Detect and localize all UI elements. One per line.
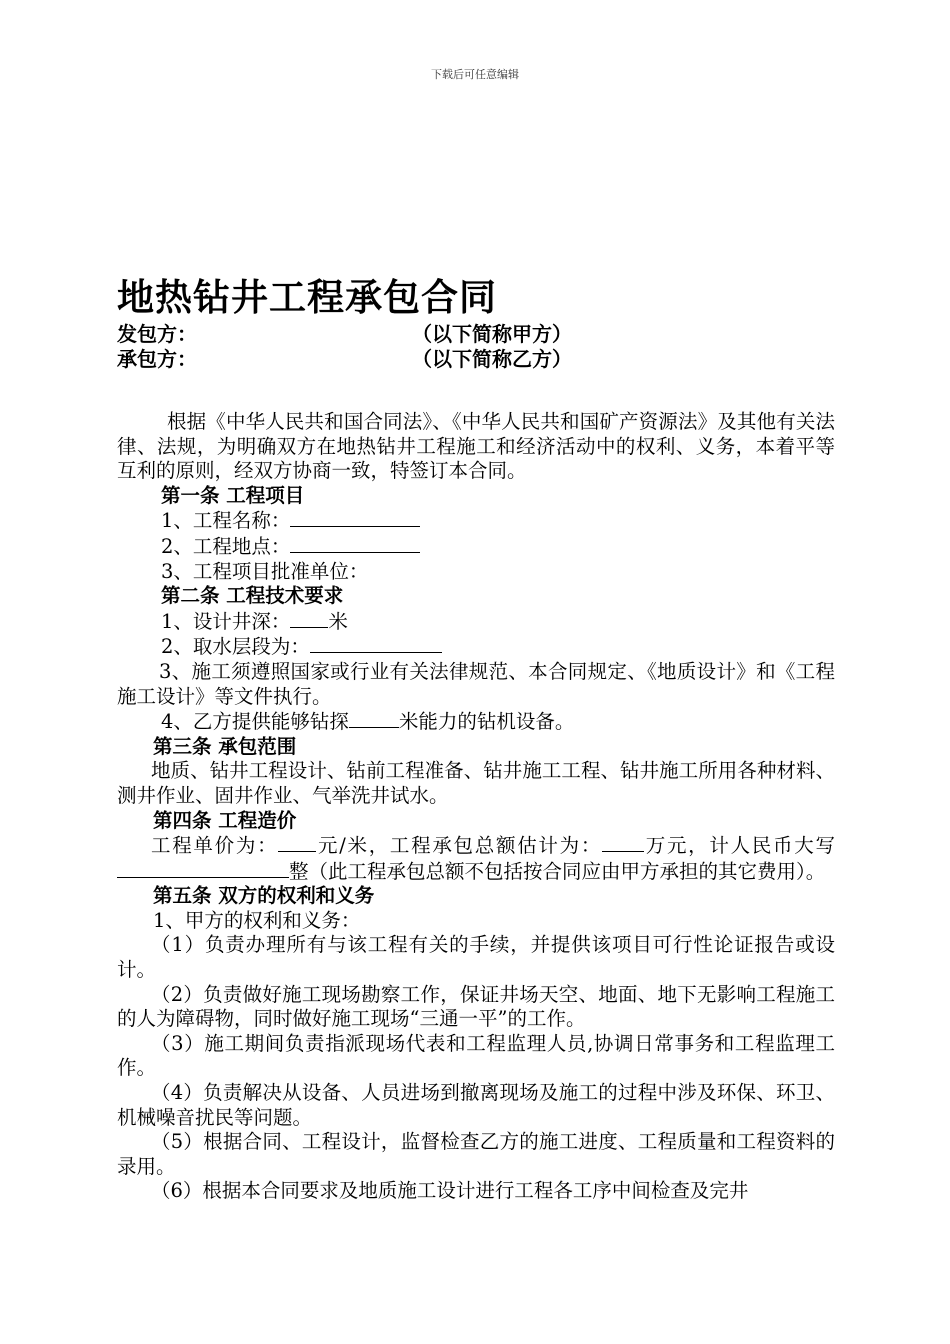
article-1-heading: 第一条 工程项目: [161, 483, 305, 507]
party-b-label: 承包方：: [117, 347, 197, 371]
contract-document: [117, 272, 835, 1204]
article-2-item-4: [117, 709, 835, 735]
spacer: [117, 372, 835, 410]
article-5-item: （1）负责办理所有与该工程有关的手续，并提供该项目可行性论证报告或设计。: [117, 933, 835, 982]
article-2-item-3: 3、施工须遵照国家或行业有关法律规范、本合同规定、《地质设计》和《工程施工设计》等文件执行。: [117, 659, 835, 708]
article-5-sub-1: 1、甲方的权利和义务：: [153, 908, 361, 932]
fill-blank: [290, 508, 420, 527]
fill-blank: [278, 833, 316, 852]
article-5-item: （3）施工期间负责指派现场代表和工程监理人员,协调日常事务和工程监理工作。: [117, 1031, 835, 1080]
article-5-item: （6）根据本合同要求及地质施工设计进行工程各工序中间检查及完井: [151, 1179, 749, 1203]
party-a-label: 发包方：: [117, 322, 197, 346]
article-3-body: 地质、钻井工程设计、钻前工程准备、钻井施工工程、钻井施工所用各种材料、测井作业、固井作业、气举洗井试水。: [117, 759, 835, 807]
body-text: 元/米，工程承包总额估计为：: [316, 834, 603, 858]
body-text: 工程单价为：: [151, 834, 279, 858]
article-1-item-1: [117, 508, 835, 534]
article-3-heading: 第三条 承包范围: [153, 734, 297, 758]
intro-paragraph: 根据《中华人民共和国合同法》、《中华人民共和国矿产资源法》及其他有关法律、法规，为明确双方在地热钻井工程施工和经济活动中的权利、义务，本着平等互利的原则，经双方协商一致，特签订本合同。: [117, 410, 835, 483]
article-2-item-2: [117, 634, 835, 660]
article-4-heading: 第四条 工程造价: [153, 808, 297, 832]
item-text: 1、工程名称：: [161, 509, 291, 533]
party-a-note: （以下简称甲方）: [412, 322, 572, 346]
article-2-heading: 第二条 工程技术要求: [161, 584, 344, 608]
party-b-line: [117, 347, 835, 372]
header-note: 下载后可任意编辑: [431, 68, 519, 81]
fill-blank: [117, 859, 289, 878]
item-text: 2、工程地点：: [161, 534, 291, 558]
article-2-item-1: [117, 609, 835, 635]
item-text: 4、乙方提供能够钻探: [161, 710, 349, 734]
body-text: 整（此工程承包总额不包括按合同应由甲方承担的其它费用）。: [289, 859, 826, 883]
article-5-item: （5）根据合同、工程设计，监督检查乙方的施工进度、工程质量和工程资料的录用。: [117, 1130, 835, 1178]
article-5-heading: 第五条 双方的权利和义务: [153, 884, 375, 908]
fill-blank: [349, 709, 399, 728]
body-text: 万元，计人民币大写: [644, 834, 835, 858]
item-text: 米: [328, 609, 348, 633]
article-4-body: [117, 833, 835, 884]
fill-blank: [310, 634, 442, 653]
fill-blank: [290, 609, 328, 628]
article-5-item: （4）负责解决从设备、人员进场到撤离现场及施工的过程中涉及环保、环卫、机械噪音扰民等问题。: [117, 1081, 835, 1129]
article-5-item: （2）负责做好施工现场勘察工作，保证井场天空、地面、地下无影响工程施工的人为障碍物，同时做好施工现场“三通一平”的工作。: [117, 982, 835, 1031]
fill-blank: [290, 534, 420, 553]
item-text: 1、设计井深：: [161, 609, 291, 633]
document-title: 地热钻井工程承包合同: [117, 275, 497, 319]
party-a-line: [117, 322, 835, 347]
party-b-note: （以下简称乙方）: [412, 347, 572, 371]
item-text: 2、取水层段为：: [161, 635, 310, 659]
article-1-item-3: 3、工程项目批准单位：: [161, 559, 369, 583]
fill-blank: [602, 833, 644, 852]
article-1-item-2: [117, 534, 835, 560]
item-text: 米能力的钻机设备。: [398, 710, 575, 734]
